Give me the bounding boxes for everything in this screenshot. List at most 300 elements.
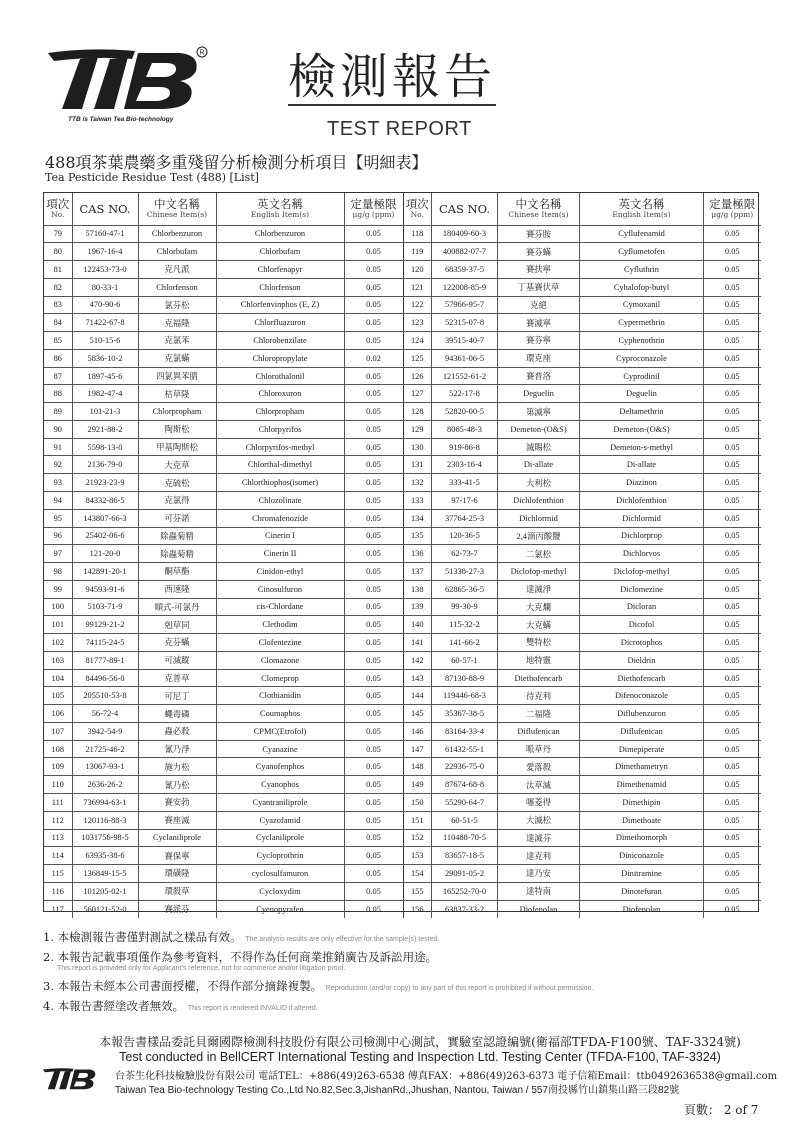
cell-no: 117 xyxy=(44,900,72,918)
cell-english-name: Dimethenamid xyxy=(580,776,704,794)
cell-english-name: Chlorfenvinphos (E, Z) xyxy=(216,296,344,314)
cell-english-name: Deltamethrin xyxy=(580,403,704,421)
cell-no: 137 xyxy=(404,563,432,581)
cell-cas: 120-36-5 xyxy=(432,527,498,545)
cell-english-name: Chlorothalonil xyxy=(216,367,344,385)
table-row xyxy=(404,900,761,918)
cell-cas: 205510-53-8 xyxy=(72,687,138,705)
cell-limit: 0.05 xyxy=(344,722,403,740)
cell-cas: 3942-54-9 xyxy=(72,722,138,740)
cell-limit: 0.05 xyxy=(344,509,403,527)
cell-cas: 180409-60-3 xyxy=(432,225,498,243)
cell-chinese-name: Chlorpropham xyxy=(138,403,216,421)
cell-limit: 0.05 xyxy=(704,296,761,314)
table-row xyxy=(404,225,761,243)
table-row xyxy=(44,332,403,350)
cell-no: 138 xyxy=(404,580,432,598)
cell-english-name: Cyflufenamid xyxy=(580,225,704,243)
cell-cas: 57160-47-1 xyxy=(72,225,138,243)
table-row xyxy=(44,616,403,634)
cell-cas: 1897-45-6 xyxy=(72,367,138,385)
cell-no: 145 xyxy=(404,705,432,723)
cell-cas: 22936-75-0 xyxy=(432,758,498,776)
cell-no: 143 xyxy=(404,669,432,687)
table-row xyxy=(404,847,761,865)
cell-chinese-name: 賽派芬 xyxy=(138,900,216,918)
cell-limit: 0.05 xyxy=(344,758,403,776)
cell-chinese-name: 環殺草 xyxy=(138,882,216,900)
table-row xyxy=(44,261,403,279)
cell-limit: 0.05 xyxy=(704,474,761,492)
cell-english-name: Chloroxuron xyxy=(216,385,344,403)
table-row xyxy=(44,811,403,829)
cell-chinese-name: 達特南 xyxy=(498,882,580,900)
cell-cas: 29091-05-2 xyxy=(432,865,498,883)
cell-limit: 0.05 xyxy=(704,367,761,385)
cell-no: 115 xyxy=(44,865,72,883)
table-row xyxy=(404,296,761,314)
table-row xyxy=(404,740,761,758)
cell-cas: 99129-21-2 xyxy=(72,616,138,634)
report-title-english: TEST REPORT xyxy=(327,118,472,140)
cell-limit: 0.05 xyxy=(344,687,403,705)
cell-english-name: Cyenopyrafen xyxy=(216,900,344,918)
cell-english-name: Dichlorprop xyxy=(580,527,704,545)
cell-cas: 333-41-5 xyxy=(432,474,498,492)
cell-limit: 0.05 xyxy=(344,794,403,812)
table-row xyxy=(44,598,403,616)
cell-cas: 84332-86-5 xyxy=(72,491,138,509)
cell-chinese-name: 克普草 xyxy=(138,669,216,687)
cell-limit: 0.05 xyxy=(344,776,403,794)
cell-chinese-name: 汰草滅 xyxy=(498,776,580,794)
ttb-logo-icon xyxy=(40,45,210,115)
cell-limit: 0.05 xyxy=(704,598,761,616)
cell-no: 82 xyxy=(44,278,72,296)
table-row xyxy=(44,225,403,243)
cell-cas: 61432-55-1 xyxy=(432,740,498,758)
table-row xyxy=(404,722,761,740)
cell-chinese-name: Chlorfenson xyxy=(138,278,216,296)
cell-no: 128 xyxy=(404,403,432,421)
cell-no: 81 xyxy=(44,261,72,279)
cell-no: 119 xyxy=(404,243,432,261)
cell-no: 102 xyxy=(44,634,72,652)
cell-no: 124 xyxy=(404,332,432,350)
cell-cas: 143807-66-3 xyxy=(72,509,138,527)
table-row xyxy=(404,865,761,883)
cell-limit: 0.05 xyxy=(344,438,403,456)
cell-chinese-name: 地特靈 xyxy=(498,651,580,669)
header-limit: 定量極限 μg/g (ppm) xyxy=(704,193,761,225)
cell-cas: 5836-10-2 xyxy=(72,349,138,367)
cell-cas: 110488-70-5 xyxy=(432,829,498,847)
header-chinese-name: 中文名稱 Chinese Item(s) xyxy=(138,193,216,225)
cell-cas: 62865-36-5 xyxy=(432,580,498,598)
cell-english-name: Dimethipin xyxy=(580,794,704,812)
cell-no: 140 xyxy=(404,616,432,634)
cell-cas: 5103-71-9 xyxy=(72,598,138,616)
cell-no: 97 xyxy=(44,545,72,563)
cell-cas: 2921-88-2 xyxy=(72,420,138,438)
cell-english-name: Clomeprop xyxy=(216,669,344,687)
cell-english-name: Cyclaniliprole xyxy=(216,829,344,847)
cell-limit: 0.05 xyxy=(704,420,761,438)
table-row xyxy=(404,491,761,509)
table-row xyxy=(404,527,761,545)
table-row xyxy=(44,403,403,421)
cell-chinese-name: 達克利 xyxy=(498,847,580,865)
note-2: 2. 本報告記載事項僅作為參考資料，不得作為任何商業推銷廣告及訴訟用途。 This report is provided only for Applicant's reference, not for commerce and/or litigation proof. xyxy=(43,949,438,973)
cell-no: 100 xyxy=(44,598,72,616)
note-4: 4. 本報告書經塗改者無效。 This report is rendered INVALID if altered. xyxy=(43,998,318,1013)
cell-english-name: Chromafenozide xyxy=(216,509,344,527)
cell-cas: 2136-79-0 xyxy=(72,456,138,474)
cell-limit: 0.05 xyxy=(704,722,761,740)
cell-cas: 121-20-0 xyxy=(72,545,138,563)
cell-chinese-name: 順式-可氯丹 xyxy=(138,598,216,616)
cell-limit: 0.05 xyxy=(704,705,761,723)
table-row xyxy=(404,261,761,279)
cell-cas: 101-21-3 xyxy=(72,403,138,421)
header-english-name: 英文名稱 English Item(s) xyxy=(580,193,704,225)
table-row xyxy=(44,420,403,438)
table-row xyxy=(44,847,403,865)
cell-english-name: Chlorpyrifos-methyl xyxy=(216,438,344,456)
table-row xyxy=(404,634,761,652)
cell-english-name: cyclosulfamuron xyxy=(216,865,344,883)
cell-cas: 21923-23-9 xyxy=(72,474,138,492)
cell-english-name: Dimethametryn xyxy=(580,758,704,776)
cell-limit: 0.05 xyxy=(344,261,403,279)
cell-limit: 0.05 xyxy=(344,705,403,723)
cell-cas: 99-30-9 xyxy=(432,598,498,616)
table-row xyxy=(404,616,761,634)
report-notes xyxy=(43,930,763,1018)
table-row xyxy=(404,367,761,385)
cell-chinese-name: 克絕 xyxy=(498,296,580,314)
cell-english-name: Dinitramine xyxy=(580,865,704,883)
cell-cas: 101205-02-1 xyxy=(72,882,138,900)
cell-english-name: Dichlofenthion xyxy=(580,491,704,509)
cell-limit: 0.05 xyxy=(704,403,761,421)
table-header-row xyxy=(44,193,403,225)
cell-limit: 0.05 xyxy=(344,456,403,474)
cell-cas: 39515-40-7 xyxy=(432,332,498,350)
cell-no: 141 xyxy=(404,634,432,652)
report-header xyxy=(0,0,800,150)
cell-english-name: Dichlorvos xyxy=(580,545,704,563)
cell-no: 86 xyxy=(44,349,72,367)
cell-english-name: Cinidon-ethyl xyxy=(216,563,344,581)
cell-cas: 919-86-8 xyxy=(432,438,498,456)
table-row xyxy=(44,367,403,385)
table-row xyxy=(44,580,403,598)
cell-english-name: Cyanofenphos xyxy=(216,758,344,776)
cell-english-name: Dinotefuran xyxy=(580,882,704,900)
cell-english-name: Cyphenothrin xyxy=(580,332,704,350)
cell-no: 110 xyxy=(44,776,72,794)
table-header-row xyxy=(404,193,761,225)
cell-no: 147 xyxy=(404,740,432,758)
cell-chinese-name: Demeton-(O&S) xyxy=(498,420,580,438)
cell-no: 113 xyxy=(44,829,72,847)
cell-limit: 0.05 xyxy=(344,847,403,865)
cell-cas: 560121-52-0 xyxy=(72,900,138,918)
cell-chinese-name: 賽普洛 xyxy=(498,367,580,385)
cell-chinese-name: 酮草酯 xyxy=(138,563,216,581)
table-row xyxy=(404,509,761,527)
cell-limit: 0.05 xyxy=(344,491,403,509)
table-row xyxy=(404,651,761,669)
cell-cas: 142891-20-1 xyxy=(72,563,138,581)
cell-no: 125 xyxy=(404,349,432,367)
cell-limit: 0.05 xyxy=(344,474,403,492)
table-row xyxy=(404,314,761,332)
cell-no: 79 xyxy=(44,225,72,243)
cell-cas: 83657-18-5 xyxy=(432,847,498,865)
cell-limit: 0.05 xyxy=(344,900,403,918)
table-row xyxy=(404,669,761,687)
cell-cas: 736994-63-1 xyxy=(72,794,138,812)
cell-chinese-name: 賽扶寧 xyxy=(498,261,580,279)
table-row xyxy=(404,403,761,421)
cell-cas: 71422-67-8 xyxy=(72,314,138,332)
cell-english-name: Chlorfenson xyxy=(216,278,344,296)
cell-english-name: Diflufenican xyxy=(580,722,704,740)
cell-no: 89 xyxy=(44,403,72,421)
cell-english-name: Demeton-(O&S) xyxy=(580,420,704,438)
cell-english-name: Chlorthal-dimethyl xyxy=(216,456,344,474)
cell-chinese-name: 可滅蹤 xyxy=(138,651,216,669)
cell-no: 148 xyxy=(404,758,432,776)
cell-cas: 52820-00-5 xyxy=(432,403,498,421)
cell-chinese-name: 可芬諾 xyxy=(138,509,216,527)
table-row xyxy=(44,865,403,883)
cell-cas: 2303-16-4 xyxy=(432,456,498,474)
cell-english-name: Diflubenzuron xyxy=(580,705,704,723)
cell-chinese-name: 丁基賽伏草 xyxy=(498,278,580,296)
cell-chinese-name: 大克爛 xyxy=(498,598,580,616)
cell-no: 121 xyxy=(404,278,432,296)
ttb-logo-small-icon xyxy=(40,1066,100,1092)
cell-cas: 60-51-5 xyxy=(432,811,498,829)
cell-cas: 35367-38-5 xyxy=(432,705,498,723)
cell-no: 90 xyxy=(44,420,72,438)
footer-logo xyxy=(40,1066,100,1096)
cell-limit: 0.05 xyxy=(704,651,761,669)
cell-english-name: Coumaphos xyxy=(216,705,344,723)
table-right-half xyxy=(404,193,761,918)
cell-chinese-name: 剋草同 xyxy=(138,616,216,634)
cell-no: 101 xyxy=(44,616,72,634)
cell-english-name: Cyflumetofen xyxy=(580,243,704,261)
cell-chinese-name: Diflufenican xyxy=(498,722,580,740)
cell-english-name: Clethodim xyxy=(216,616,344,634)
cell-english-name: Diniconazole xyxy=(580,847,704,865)
cell-chinese-name: 甲基陶斯松 xyxy=(138,438,216,456)
cell-chinese-name: Deguelin xyxy=(498,385,580,403)
cell-cas: 63837-33-2 xyxy=(432,900,498,918)
cell-english-name: Difenoconazole xyxy=(580,687,704,705)
cell-no: 123 xyxy=(404,314,432,332)
cell-chinese-name: 大克草 xyxy=(138,456,216,474)
cell-cas: 8065-48-3 xyxy=(432,420,498,438)
cell-limit: 0.05 xyxy=(344,278,403,296)
cell-cas: 13067-93-1 xyxy=(72,758,138,776)
header-no: 項次 No. xyxy=(404,193,432,225)
cell-cas: 141-66-2 xyxy=(432,634,498,652)
cell-cas: 62-73-7 xyxy=(432,545,498,563)
document-title-chinese: 488項茶葉農藥多重殘留分析檢測分析項目【明細表】 xyxy=(45,153,428,172)
cell-cas: 136849-15-5 xyxy=(72,865,138,883)
cell-limit: 0.05 xyxy=(704,278,761,296)
cell-english-name: Cyanazine xyxy=(216,740,344,758)
cell-chinese-name: Diethofencarb xyxy=(498,669,580,687)
table-left-body xyxy=(44,225,403,918)
cell-chinese-name: 賽滅寧 xyxy=(498,314,580,332)
cell-limit: 0.05 xyxy=(704,794,761,812)
cell-no: 114 xyxy=(44,847,72,865)
cell-limit: 0.05 xyxy=(344,882,403,900)
cell-cas: 522-17-8 xyxy=(432,385,498,403)
cell-no: 118 xyxy=(404,225,432,243)
cell-limit: 0.05 xyxy=(704,491,761,509)
cell-limit: 0.05 xyxy=(704,385,761,403)
table-row xyxy=(404,420,761,438)
cell-cas: 57966-95-7 xyxy=(432,296,498,314)
cell-no: 93 xyxy=(44,474,72,492)
table-row xyxy=(404,349,761,367)
cell-english-name: Chlozolinate xyxy=(216,491,344,509)
cell-no: 150 xyxy=(404,794,432,812)
cell-english-name: cis-Chlordane xyxy=(216,598,344,616)
cell-cas: 63935-38-6 xyxy=(72,847,138,865)
header-cas: CAS NO. xyxy=(72,193,138,225)
cell-chinese-name: 待克利 xyxy=(498,687,580,705)
cell-no: 96 xyxy=(44,527,72,545)
cell-cas: 74115-24-5 xyxy=(72,634,138,652)
table-row xyxy=(44,438,403,456)
cell-no: 109 xyxy=(44,758,72,776)
table-row xyxy=(404,438,761,456)
cell-chinese-name: 二福隆 xyxy=(498,705,580,723)
table-row xyxy=(404,794,761,812)
table-row xyxy=(44,669,403,687)
cell-chinese-name: 克氯得 xyxy=(138,491,216,509)
cell-chinese-name: 賽芬蟎 xyxy=(498,243,580,261)
cell-cas: 87674-68-8 xyxy=(432,776,498,794)
table-row xyxy=(404,829,761,847)
cell-chinese-name: 賽座滅 xyxy=(138,811,216,829)
table-row xyxy=(404,811,761,829)
table-row xyxy=(404,687,761,705)
cell-limit: 0.05 xyxy=(344,634,403,652)
cell-chinese-name: 除蟲菊精 xyxy=(138,527,216,545)
table-row xyxy=(44,687,403,705)
cell-english-name: Chlorfluazuron xyxy=(216,314,344,332)
cell-limit: 0.05 xyxy=(344,403,403,421)
cell-limit: 0.05 xyxy=(704,580,761,598)
cell-no: 92 xyxy=(44,456,72,474)
cell-no: 153 xyxy=(404,847,432,865)
cell-cas: 1967-16-4 xyxy=(72,243,138,261)
cell-chinese-name: 雙特松 xyxy=(498,634,580,652)
cell-cas: 83164-33-4 xyxy=(432,722,498,740)
cell-no: 156 xyxy=(404,900,432,918)
table-row xyxy=(44,243,403,261)
cell-limit: 0.05 xyxy=(344,580,403,598)
cell-english-name: Dimethoate xyxy=(580,811,704,829)
cell-no: 103 xyxy=(44,651,72,669)
cell-no: 127 xyxy=(404,385,432,403)
table-row xyxy=(44,349,403,367)
cell-no: 95 xyxy=(44,509,72,527)
cell-cas: 119446-68-3 xyxy=(432,687,498,705)
cell-limit: 0.05 xyxy=(704,811,761,829)
cell-english-name: Chlorfenapyr xyxy=(216,261,344,279)
company-address: Taiwan Tea Bio-technology Testing Co.,Ltd No.82,Sec.3,JishanRd.,Jhushan, Nantou, Taiwan / 557南投縣竹山鎮集山路三段82號 xyxy=(115,1085,680,1096)
cell-no: 94 xyxy=(44,491,72,509)
cell-no: 91 xyxy=(44,438,72,456)
cell-cas: 122453-73-0 xyxy=(72,261,138,279)
cell-limit: 0.05 xyxy=(344,669,403,687)
cell-english-name: Diclofop-methyl xyxy=(580,563,704,581)
cell-cas: 400882-07-7 xyxy=(432,243,498,261)
table-row xyxy=(44,456,403,474)
cell-english-name: Dicloran xyxy=(580,598,704,616)
cell-english-name: Diclomezine xyxy=(580,580,704,598)
cell-no: 122 xyxy=(404,296,432,314)
cell-limit: 0.05 xyxy=(704,509,761,527)
cell-english-name: Dichlormid xyxy=(580,509,704,527)
cell-english-name: Dimethomorph xyxy=(580,829,704,847)
cell-limit: 0.05 xyxy=(704,847,761,865)
table-row xyxy=(44,651,403,669)
cell-chinese-name: Dichlofenthion xyxy=(498,491,580,509)
table-row xyxy=(404,385,761,403)
table-row xyxy=(404,545,761,563)
table-row xyxy=(404,776,761,794)
cell-english-name: Chlorpropham xyxy=(216,403,344,421)
cell-limit: 0.05 xyxy=(704,669,761,687)
cell-limit: 0.05 xyxy=(344,225,403,243)
table-row xyxy=(44,882,403,900)
cell-chinese-name: Chlorbufam xyxy=(138,243,216,261)
cell-cas: 94593-91-6 xyxy=(72,580,138,598)
cell-no: 87 xyxy=(44,367,72,385)
cell-limit: 0.05 xyxy=(704,563,761,581)
cell-chinese-name: 賽保寧 xyxy=(138,847,216,865)
cell-no: 126 xyxy=(404,367,432,385)
cell-limit: 0.05 xyxy=(344,865,403,883)
cell-chinese-name: 克氯蟎 xyxy=(138,349,216,367)
cell-english-name: Dieldrin xyxy=(580,651,704,669)
cell-english-name: Clofentezine xyxy=(216,634,344,652)
cell-english-name: Diazinon xyxy=(580,474,704,492)
cell-no: 104 xyxy=(44,669,72,687)
cell-chinese-name: 愛落殺 xyxy=(498,758,580,776)
svg-text:R: R xyxy=(199,49,205,57)
cell-cas: 55290-64-7 xyxy=(432,794,498,812)
cell-english-name: Cinerin II xyxy=(216,545,344,563)
cell-chinese-name: 哌草丹 xyxy=(498,740,580,758)
table-row xyxy=(404,882,761,900)
table-row xyxy=(404,563,761,581)
cell-limit: 0.05 xyxy=(704,314,761,332)
cell-chinese-name: 二氯松 xyxy=(498,545,580,563)
cell-chinese-name: 克凡派 xyxy=(138,261,216,279)
